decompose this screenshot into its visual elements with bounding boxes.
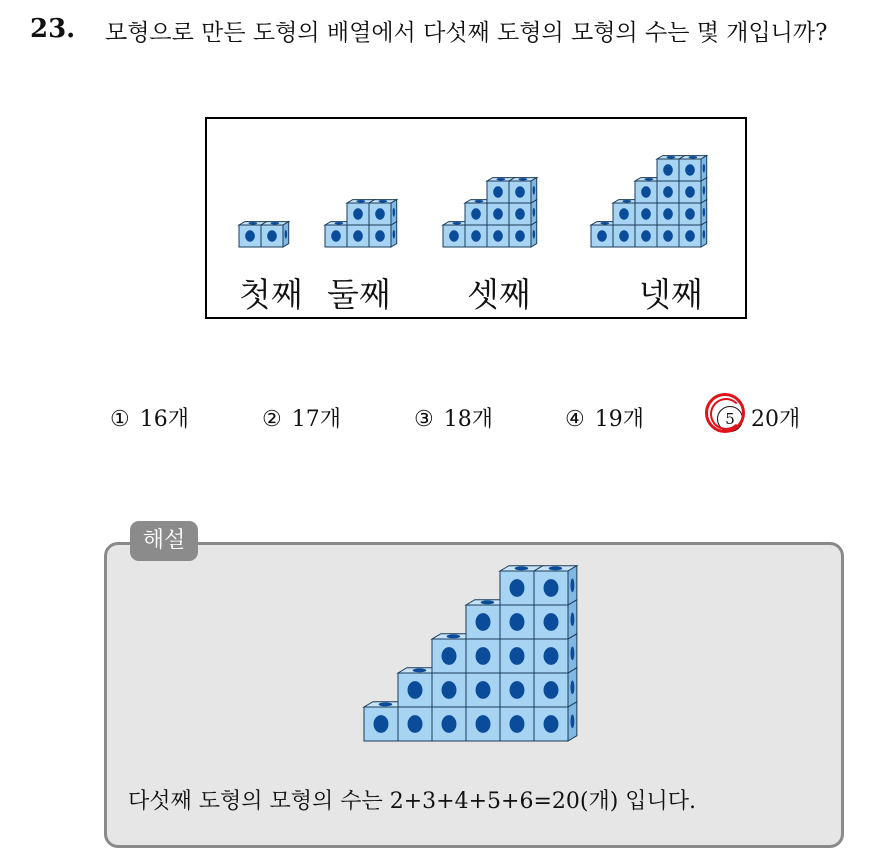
solution-cube-dot — [510, 647, 525, 665]
choice-3-number: ③ — [414, 407, 434, 432]
solution-side-dot — [570, 647, 574, 661]
solution-cube-dot — [510, 681, 525, 699]
solution-cube-dot — [408, 715, 423, 733]
solution-tag: 해설 — [130, 521, 198, 561]
choice-5-number: 5 — [717, 406, 743, 432]
solution-top-dot — [549, 566, 563, 570]
solution-cube-dot — [476, 613, 491, 631]
solution-cube-dot — [374, 715, 389, 733]
choice-4-number: ④ — [565, 407, 585, 432]
solution-side-dot — [570, 613, 574, 627]
solution-cube-dot — [544, 681, 559, 699]
label-fourth: 넷째 — [639, 275, 703, 314]
choice-3-text: 18개 — [443, 407, 493, 432]
solution-cube-dot — [544, 579, 559, 597]
solution-top-dot — [481, 600, 495, 604]
label-second: 둘째 — [327, 275, 391, 314]
solution-cube-dot — [476, 647, 491, 665]
solution-cube-dot — [544, 613, 559, 631]
solution-cube-dot — [544, 647, 559, 665]
solution-top-dot — [413, 668, 427, 672]
choice-5-text: 20개 — [751, 407, 801, 432]
label-first: 첫째 — [239, 275, 303, 314]
solution-top-dot — [447, 634, 461, 638]
choice-1-text: 16개 — [139, 407, 189, 432]
solution-side-dot — [570, 715, 574, 729]
solution-top-dot — [515, 566, 529, 570]
solution-cube-dot — [442, 715, 457, 733]
choice-4-text: 19개 — [594, 407, 644, 432]
solution-side-dot — [570, 681, 574, 695]
solution-cube-dot — [510, 613, 525, 631]
choice-1-number: ① — [110, 407, 130, 432]
solution-side-dot — [570, 579, 574, 593]
choice-2-text: 17개 — [291, 407, 341, 432]
solution-cube-dot — [476, 715, 491, 733]
solution-cube-dot — [476, 681, 491, 699]
choice-2-number: ② — [262, 407, 282, 432]
question-number: 23. — [30, 14, 76, 44]
solution-cube-dot — [442, 681, 457, 699]
solution-cube-dot — [442, 647, 457, 665]
solution-cube-dot — [544, 715, 559, 733]
solution-top-dot — [379, 702, 393, 706]
label-third: 셋째 — [467, 275, 531, 314]
question-text: 모형으로 만든 도형의 배열에서 다섯째 도형의 모형의 수는 몇 개입니까? — [105, 20, 828, 46]
solution-cube-dot — [510, 715, 525, 733]
solution-cube-dot — [510, 579, 525, 597]
solution-cube-dot — [408, 681, 423, 699]
solution-text: 다섯째 도형의 모형의 수는 2+3+4+5+6=20(개) 입니다. — [128, 789, 697, 814]
solution-group — [364, 566, 577, 741]
